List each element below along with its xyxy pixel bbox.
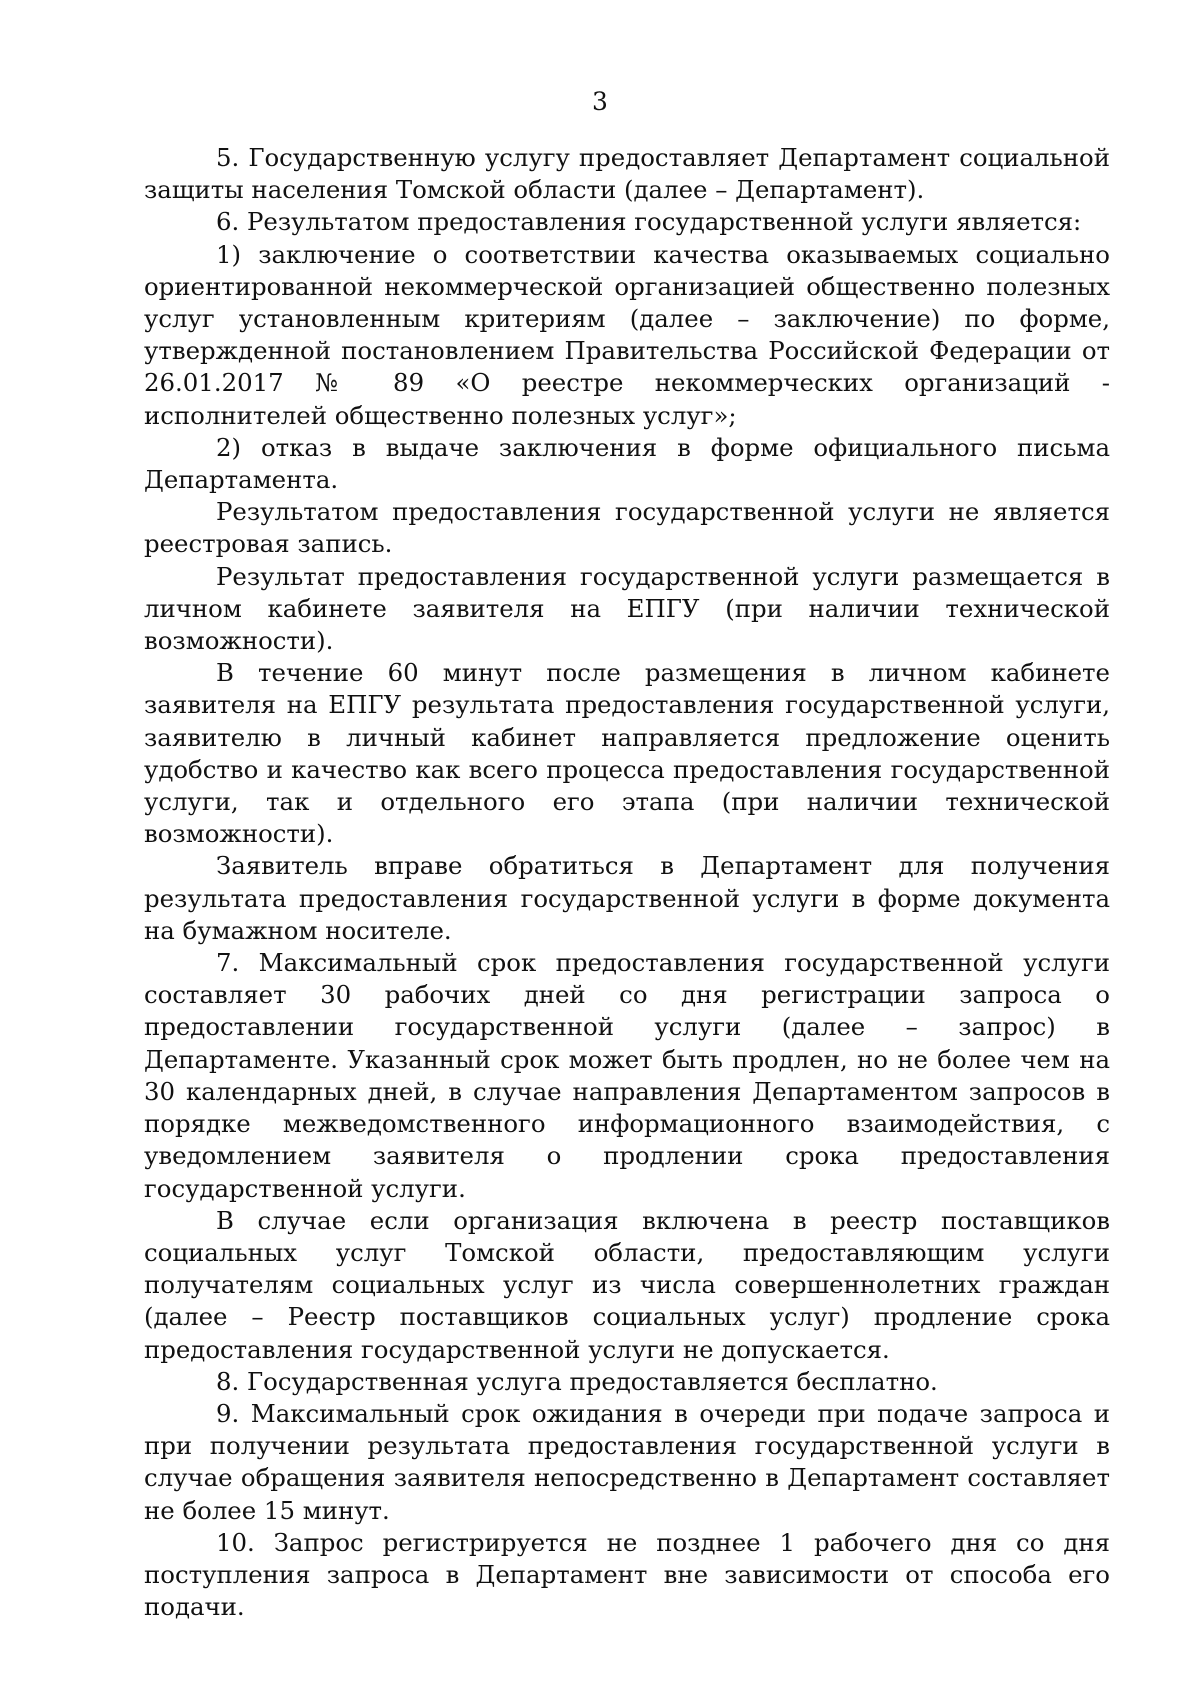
- paragraph-not-result: Результатом предоставления государственной услуги не является реестровая запись.: [144, 497, 1110, 559]
- paragraph-item-10: 10. Запрос регистрируется не позднее 1 рабочего дня со дня поступления запроса в Департамент вне зависимости от способа его подачи.: [144, 1527, 1110, 1622]
- paragraph-paper-result: Заявитель вправе обратиться в Департамент для получения результата предоставления государственной услуги в форме документа на бумажном носителе.: [144, 851, 1110, 945]
- paragraph-subitem-2: 2) отказ в выдаче заключения в форме официального письма Департамента.: [144, 432, 1110, 495]
- paragraph-item-6: 6. Результатом предоставления государственной услуги является:: [216, 207, 1082, 237]
- paragraph-item-7: 7. Максимальный срок предоставления государственной услуги составляет 30 рабочих дней со дня регистрации запроса о предоставлении государственной услуги (далее – запрос) в Департаменте. Указанный срок может быть продлен, но не более чем на 30 календарных дней, в случае направления Департаментом запросов в порядке межведомственного информационного взаимодействия, с уведомлением заявителя о продлении срока предоставления государственной услуги.: [144, 948, 1110, 1203]
- paragraph-subitem-1: 1) заключение о соответствии качества оказываемых социально ориентированной некоммерческой организацией общественно полезных услуг установленным критериям (далее – заключение) по форме, утвержденной постановлением Правительства Российской Федерации от 26.01.2017 № 89 «О реестре некоммерческих организаций - исполнителей общественно полезных услуг»;: [144, 239, 1110, 430]
- paragraph-registry-case: В случае если организация включена в реестр поставщиков социальных услуг Томской области, предоставляющим услуги получателям социальных услуг из числа совершеннолетних граждан (далее – Реестр поставщиков социальных услуг) продление срока предоставления государственной услуги не допускается.: [144, 1205, 1110, 1364]
- paragraph-item-8: 8. Государственная услуга предоставляется бесплатно.: [216, 1366, 938, 1396]
- document-body: [144, 142, 1110, 1623]
- paragraph-item-9: 9. Максимальный срок ожидания в очереди при подаче запроса и при получении результата предоставления государственной услуги в случае обращения заявителя непосредственно в Департамент составляет не более 15 минут.: [144, 1398, 1110, 1525]
- page-number: 3: [592, 87, 608, 116]
- paragraph-item-5: 5. Государственную услугу предоставляет Департамент социальной защиты населения Томской области (далее – Департамент).: [144, 143, 1110, 205]
- paragraph-result-placement: Результат предоставления государственной услуги размещается в личном кабинете заявителя на ЕПГУ (при наличии технической возможности).: [144, 561, 1110, 656]
- paragraph-rating-offer: В течение 60 минут после размещения в личном кабинете заявителя на ЕПГУ результата предоставления государственной услуги, заявителю в личный кабинет направляется предложение оценить удобство и качество как всего процесса предоставления государственной услуги, так и отдельного его этапа (при наличии технической возможности).: [144, 658, 1110, 849]
